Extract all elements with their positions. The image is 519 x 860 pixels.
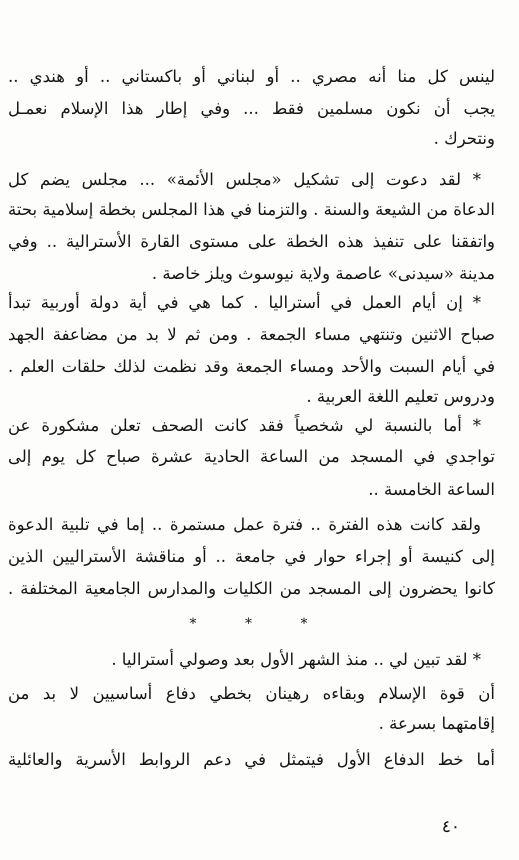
section-divider: * * * [189,616,330,632]
text-line: ولقد كانت هذه الفترة .. فترة عمل مستمرة .. إما في تلبية الدعوة [8,515,481,534]
text-line: صباح الاثنين وتنتهي مساء الجمعة . ومن ثم لا بد من مضاعفة الجهد [8,325,495,344]
text-line: في أيام السبت والأحد ومساء الجمعة وقد نظمت لذلك حلقات العلم . [8,357,495,376]
text-line: يجب أن نكون مسلمين فقط ... وفي إطار هذا الإسلام نعمـل [8,99,495,118]
text-line: * لقد دعوت إلى تشكيل «مجلس الأئمة» ... مجلس يضم كل [8,170,481,189]
text-line: واتفقنا على تنفيذ هذه الخطة على مستوى القارة الأسترالية .. وفي [8,232,495,251]
text-line: لينس كل منا أنه مصري .. أو لبناني أو باكستاني .. أو هندي .. [8,67,495,86]
text-line: الدعاة من الشيعة والسنة . والتزمنا في هذا المجلس بخطة إسلامية بحتة [8,200,495,219]
text-line: كانوا يحضرون إلى المسجد من الكليات والمدارس الجامعية المختلفة . [8,579,495,598]
text-line: * إن أيام العمل في أستراليا . كما هي في أية دولة أوربية تبدأ [8,293,481,312]
text-line: ونتحرك . [433,129,495,148]
text-line: أما خط الدفاع الأول فيتمثل في دعم الروابط الأسرية والعائلية [8,750,495,769]
text-line: إلى كنيسة أو إجراء حوار في جامعة .. أو مناقشة الأستراليين الذين [8,547,495,566]
text-line: تواجدي في المسجد من الساعة الحادية عشرة صباح كل يوم إلى [8,447,495,466]
text-line: * أما بالنسبة لي شخصياً فقد كانت الصحف تعلن مشكورة عن [8,416,481,435]
text-line: إقامتهما بسرعة . [378,714,495,733]
text-line: ودروس تعليم اللغة العربية . [306,387,495,406]
text-line: * لقد تبين لي .. منذ الشهر الأول بعد وصولي أستراليا . [111,650,481,669]
text-line: مدينة «سيدنى» عاصمة ولاية نيوسوث ويلز خاصة . [151,264,495,283]
text-line: الساعة الخامسة .. [368,480,495,499]
text-line: أن قوة الإسلام وبقاءه رهينان بخطي دفاع أساسيين لا بد من [8,684,495,703]
page-number: ٤٠ [441,817,460,837]
